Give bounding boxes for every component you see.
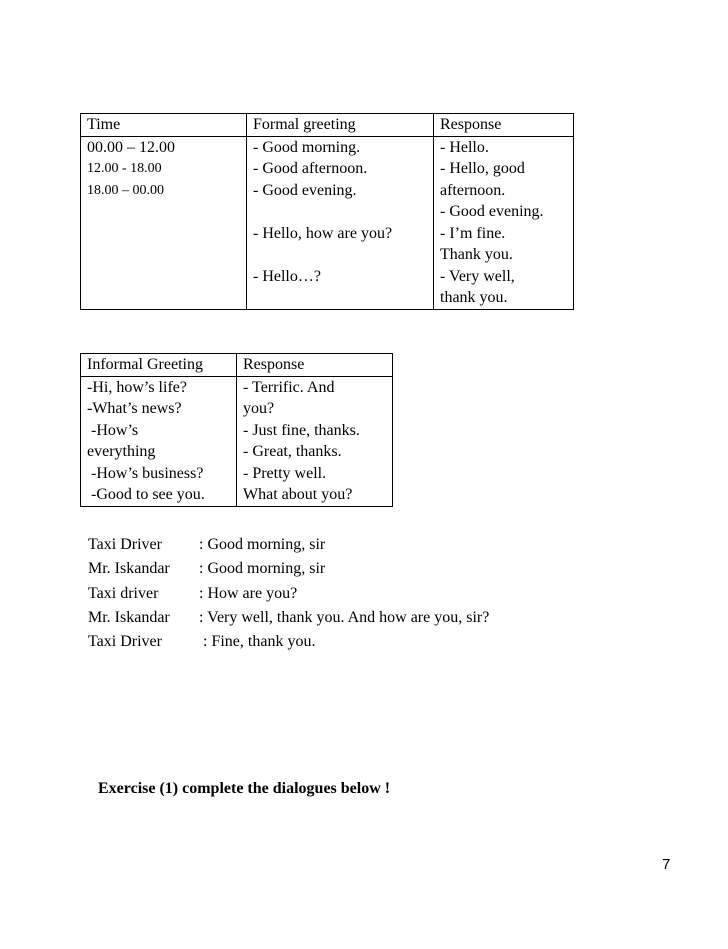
dialogue-line: : How are you? [199,584,298,602]
greeting-line: - Good evening. [253,181,357,199]
response-line: - Great, thanks. [243,443,342,460]
informal-table-body-row [81,376,393,506]
formal-table-body-row [81,136,574,309]
dialogue-row [88,630,489,654]
dialogue-line: : Good morning, sir [199,560,326,578]
dialogue [88,533,489,654]
dialogue-speaker: Taxi Driver [88,536,162,553]
response-line: Thank you. [440,246,513,263]
dialogue-speaker: Mr. Iskandar [88,560,170,578]
response-line: - Good evening. [440,203,544,220]
response-line: What about you? [243,486,353,503]
dialogue-row [88,606,489,630]
response-line: you? [243,400,275,417]
greeting-line: - Good afternoon. [253,160,368,177]
formal-greeting-table [80,113,574,310]
time-line: 00.00 – 12.00 [87,138,175,156]
greeting-line: -Hi, how’s life? [87,378,187,396]
exercise-heading: Exercise (1) complete the dialogues below ! [98,780,391,797]
time-line: 12.00 - 18.00 [87,161,162,176]
time-cell [81,136,247,309]
formal-greeting-cell [247,136,434,309]
greeting-line: everything [87,443,156,460]
dialogue-row [88,582,489,606]
greeting-line: - Hello, how are you? [253,224,393,242]
response-line: - I’m fine. [440,224,506,242]
response-line: - Hello, good [440,160,525,177]
dialogue-speaker: Mr. Iskandar [88,608,170,626]
greeting-line: -How’s business? [87,464,204,482]
response-line: - Very well, [440,267,515,285]
response-line: thank you. [440,289,508,306]
dialogue-line: : Good morning, sir [199,536,326,553]
greeting-line: - Good morning. [253,138,361,156]
spacer [253,244,433,266]
header-informal-greeting: Informal Greeting [81,354,237,377]
dialogue-speaker: Taxi driver [88,584,159,602]
header-formal-greeting: Formal greeting [247,114,434,137]
time-line: 18.00 – 00.00 [87,182,164,198]
response-line: - Just fine, thanks. [243,421,360,439]
response-cell [434,136,574,309]
response-line: - Terrific. And [243,378,335,396]
greeting-line: - Hello…? [253,267,321,285]
informal-response-cell [237,376,393,506]
dialogue-line: : Fine, thank you. [199,633,316,651]
informal-table-header-row [81,354,393,377]
greeting-line: -What’s news? [87,400,182,417]
informal-greeting-table [80,353,393,507]
spacer [253,201,433,223]
formal-table-header-row [81,114,574,137]
header-response: Response [237,354,393,377]
response-line: afternoon. [440,181,506,199]
dialogue-row [88,533,489,557]
dialogue-line: : Very well, thank you. And how are you, sir? [199,608,490,626]
greeting-line: -Good to see you. [87,486,205,503]
informal-greeting-cell [81,376,237,506]
header-response: Response [434,114,574,137]
page-number: 7 [662,856,671,873]
dialogue-row [88,557,489,581]
response-line: - Hello. [440,138,489,156]
header-time: Time [81,114,247,137]
dialogue-speaker: Taxi Driver [88,633,162,651]
response-line: - Pretty well. [243,464,327,482]
greeting-line: -How’s [87,421,139,439]
